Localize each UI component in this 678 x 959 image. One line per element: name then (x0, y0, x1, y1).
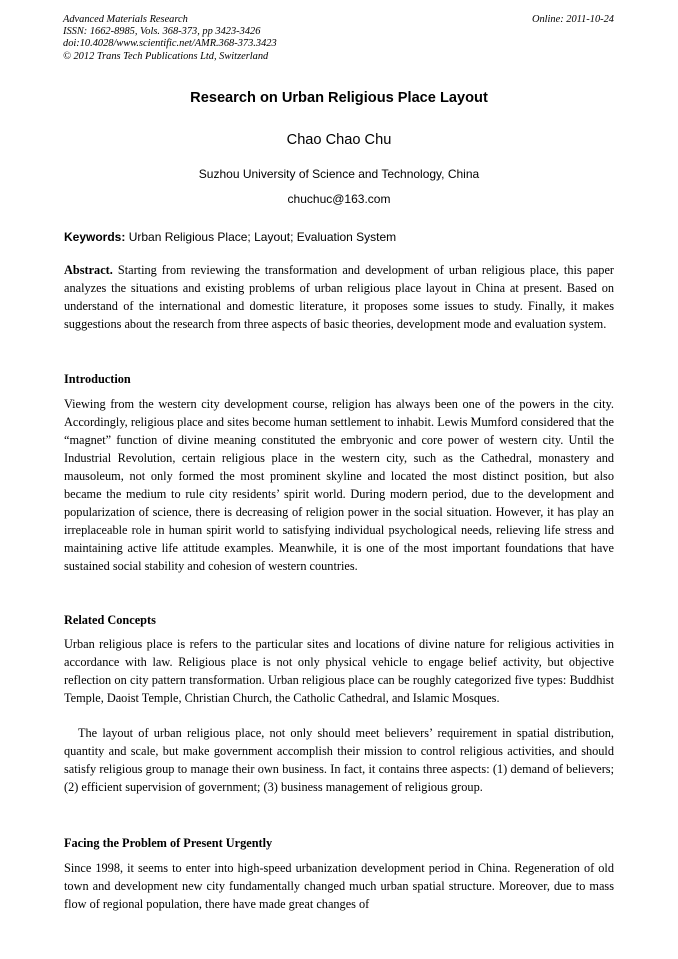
paper-title: Research on Urban Religious Place Layout (190, 90, 488, 106)
abstract-text: Starting from reviewing the transformation and development of urban religious place, this paper analyzes the situations and existing problems of urban religious place layout in China at present. Based on understand of the international and domestic literature, it proposes some issues to study. Finally, it makes suggestions about the research from three aspects of basic theories, development mode and evaluation system. (64, 263, 615, 332)
author-name: Chao Chao Chu (286, 132, 392, 148)
abstract (64, 261, 614, 333)
section-heading-introduction: Introduction (64, 372, 131, 386)
related-concepts-paragraph-2: The layout of urban religious place, not only should meet believers’ requirement in spatial distribution, quantity and scale, but make government accomplish their mission to control religious activities, and should satisfy religious group to manage their own business. In fact, it contains three aspects: (1) demand of believers; (2) efficient supervision of government; (3) business management of religious group. (64, 726, 614, 795)
online-date: Online: 2011-10-24 (531, 14, 614, 25)
keywords-text: Urban Religious Place; Layout; Evaluation System (128, 230, 397, 244)
section-heading-facing-problem: Facing the Problem of Present Urgently (64, 836, 273, 850)
issn-line: ISSN: 1662-8985, Vols. 368-373, pp 3423-3426 (63, 26, 261, 38)
author-email: chuchuc@163.com (287, 192, 391, 206)
journal-name: Advanced Materials Research (63, 14, 188, 25)
facing-problem-paragraph: Since 1998, it seems to enter into high-speed urbanization development period in China. Regeneration of old town and development new city fundamentally changed much urban spatial structure. Moreover, due to mass flow of regional population, there have made great changes of (64, 861, 614, 912)
introduction-paragraph: Viewing from the western city development course, religion has always been one of the powers in the city. Accordingly, religious place and sites become human settlement to inhabit. Lewis Mumford considered that the “magnet” function of divine meaning constituted the embryonic and core power of western city. Until the Industrial Revolution, certain religious place in the western city, such as the Cathedral, monastery and mausoleum, not only formed the most prominent skyline and located the most distinct position, but also became the medium to rule city residents’ spirit world. During modern period, due to the development and popularization of science, there is decreasing of religion power in the social situation. However, it has play an irreplaceable role in human spirit world to satisfying individual psychological needs, relieving life stress and maintaining active life attitude examples. Meanwhile, it is one of the most important foundations that have sustained social stability and cohesion of western countries. (64, 397, 614, 574)
journal-header (63, 14, 423, 63)
keywords-label: Keywords: (64, 230, 126, 244)
author-affiliation: Suzhou University of Science and Technology, China (198, 167, 480, 181)
related-concepts-paragraph-1: Urban religious place is refers to the particular sites and locations of divine nature for religious activities in accordance with law. Religious place is not only physical vehicle to engage belief activity, but objective reflection on city pattern transformation. Urban religious place can be roughly categorized five types: Buddhist Temple, Daoist Temple, Christian Church, the Catholic Cathedral, and Islamic Mosques. (64, 637, 614, 706)
keywords-line (64, 230, 616, 244)
section-heading-related-concepts: Related Concepts (64, 613, 156, 627)
doi-line: doi:10.4028/www.scientific.net/AMR.368-373.3423 (63, 38, 277, 50)
abstract-label: Abstract. (64, 263, 113, 277)
copyright-line: © 2012 Trans Tech Publications Ltd, Switzerland (63, 50, 269, 62)
